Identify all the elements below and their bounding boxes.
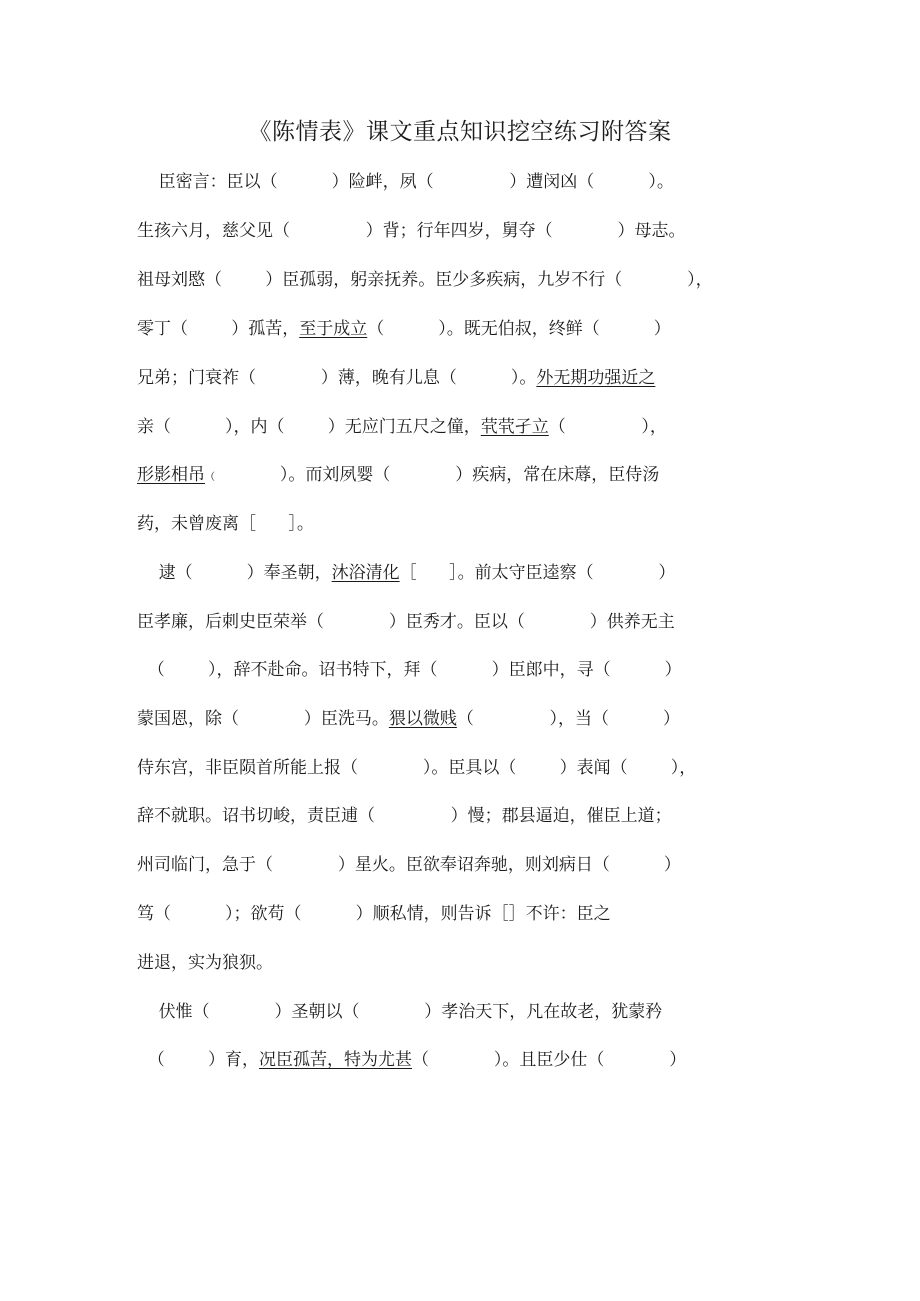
text-segment: 进退，实为狼狈。 [137, 953, 273, 973]
text-segment: 生孩六月，慈父见（ ）背；行年四岁，舅夺（ ）母志。 [137, 221, 686, 241]
page-title: 《陈情表》课文重点知识挖空练习附答案 [248, 119, 672, 145]
text-line [137, 854, 681, 876]
text-segment: （ ）。且臣少仕（ ） [412, 1050, 687, 1070]
text-segment: （ [205, 472, 215, 483]
text-line [137, 757, 696, 779]
underlined-phrase: 猥以微贱 [388, 709, 457, 729]
underlined-phrase: 至于成立 [299, 319, 368, 339]
text-segment: ［ ］。前太守臣逵察（ ） [399, 563, 676, 583]
text-line [137, 952, 273, 974]
text-line [137, 367, 655, 389]
text-segment: 零丁（ ）孤苦， [137, 319, 300, 339]
text-line [137, 708, 680, 730]
underlined-phrase: 外无期功强近之 [536, 368, 656, 388]
text-segment: 兄弟；门衰祚（ ）薄，晚有儿息（ ）。 [137, 368, 537, 388]
text-segment: 蒙国恩，除（ ）臣洗马。 [137, 709, 389, 729]
text-line [137, 1049, 686, 1071]
text-segment: 笃（ ）；欲苟（ ）顺私情，则告诉［］不许：臣之 [137, 904, 611, 924]
text-line [137, 903, 611, 925]
text-line [137, 318, 671, 340]
text-segment: （ ）育， [137, 1050, 260, 1070]
text-segment: 逮（ ）奉圣朝， [137, 563, 332, 583]
text-segment: 辞不就职。诏书切峻，责臣逋（ ）慢；郡县逼迫，催臣上道； [137, 806, 672, 826]
underlined-phrase: 沐浴清化 [331, 563, 400, 583]
text-segment: 伏惟（ ）圣朝以（ ）孝治天下，凡在故老，犹蒙矜 [137, 1002, 663, 1022]
text-segment: ）。而刘夙婴（ ）疾病，常在床蓐，臣侍汤 [215, 465, 660, 485]
text-line [137, 1001, 662, 1023]
underlined-phrase: 茕茕孑立 [480, 417, 549, 437]
text-line [137, 611, 675, 633]
text-line [137, 416, 667, 438]
text-segment: 药，未曾废离［ ］。 [137, 514, 314, 534]
text-line [137, 562, 675, 584]
text-line [137, 220, 686, 242]
text-line [137, 464, 659, 489]
underlined-phrase: 形影相吊 [137, 465, 205, 485]
text-segment: （ ），辞不赴命。诏书特下，拜（ ）臣郎中，寻（ ） [137, 660, 682, 680]
text-line [137, 269, 713, 291]
text-segment: 州司临门，急于（ ）星火。臣欲奉诏奔驰，则刘病日（ ） [137, 855, 681, 875]
text-line [137, 659, 682, 681]
text-segment: 臣孝廉，后刺史臣荣举（ ）臣秀才。臣以（ ）供养无主 [137, 612, 675, 632]
text-segment: （ ）， [548, 417, 667, 437]
text-segment: （ ），当（ ） [456, 709, 681, 729]
text-line [137, 171, 674, 193]
text-line [137, 805, 672, 827]
text-segment: 侍东宫，非臣陨首所能上报（ ）。臣具以（ ）表闻（ ）， [137, 758, 697, 778]
text-segment: 祖母刘愍（ ）臣孤弱，躬亲抚养。臣少多疾病，九岁不行（ ）， [137, 270, 713, 290]
underlined-phrase: 况臣孤苦，特为尤甚 [259, 1050, 413, 1070]
text-segment: （ ）。既无伯叔，终鲜（ ） [367, 319, 671, 339]
text-segment: 臣密言：臣以（ ）险衅，夙（ ）遭闵凶（ ）。 [137, 172, 674, 192]
text-line [137, 513, 314, 535]
text-segment: 亲（ ），内（ ）无应门五尺之僮， [137, 417, 481, 437]
